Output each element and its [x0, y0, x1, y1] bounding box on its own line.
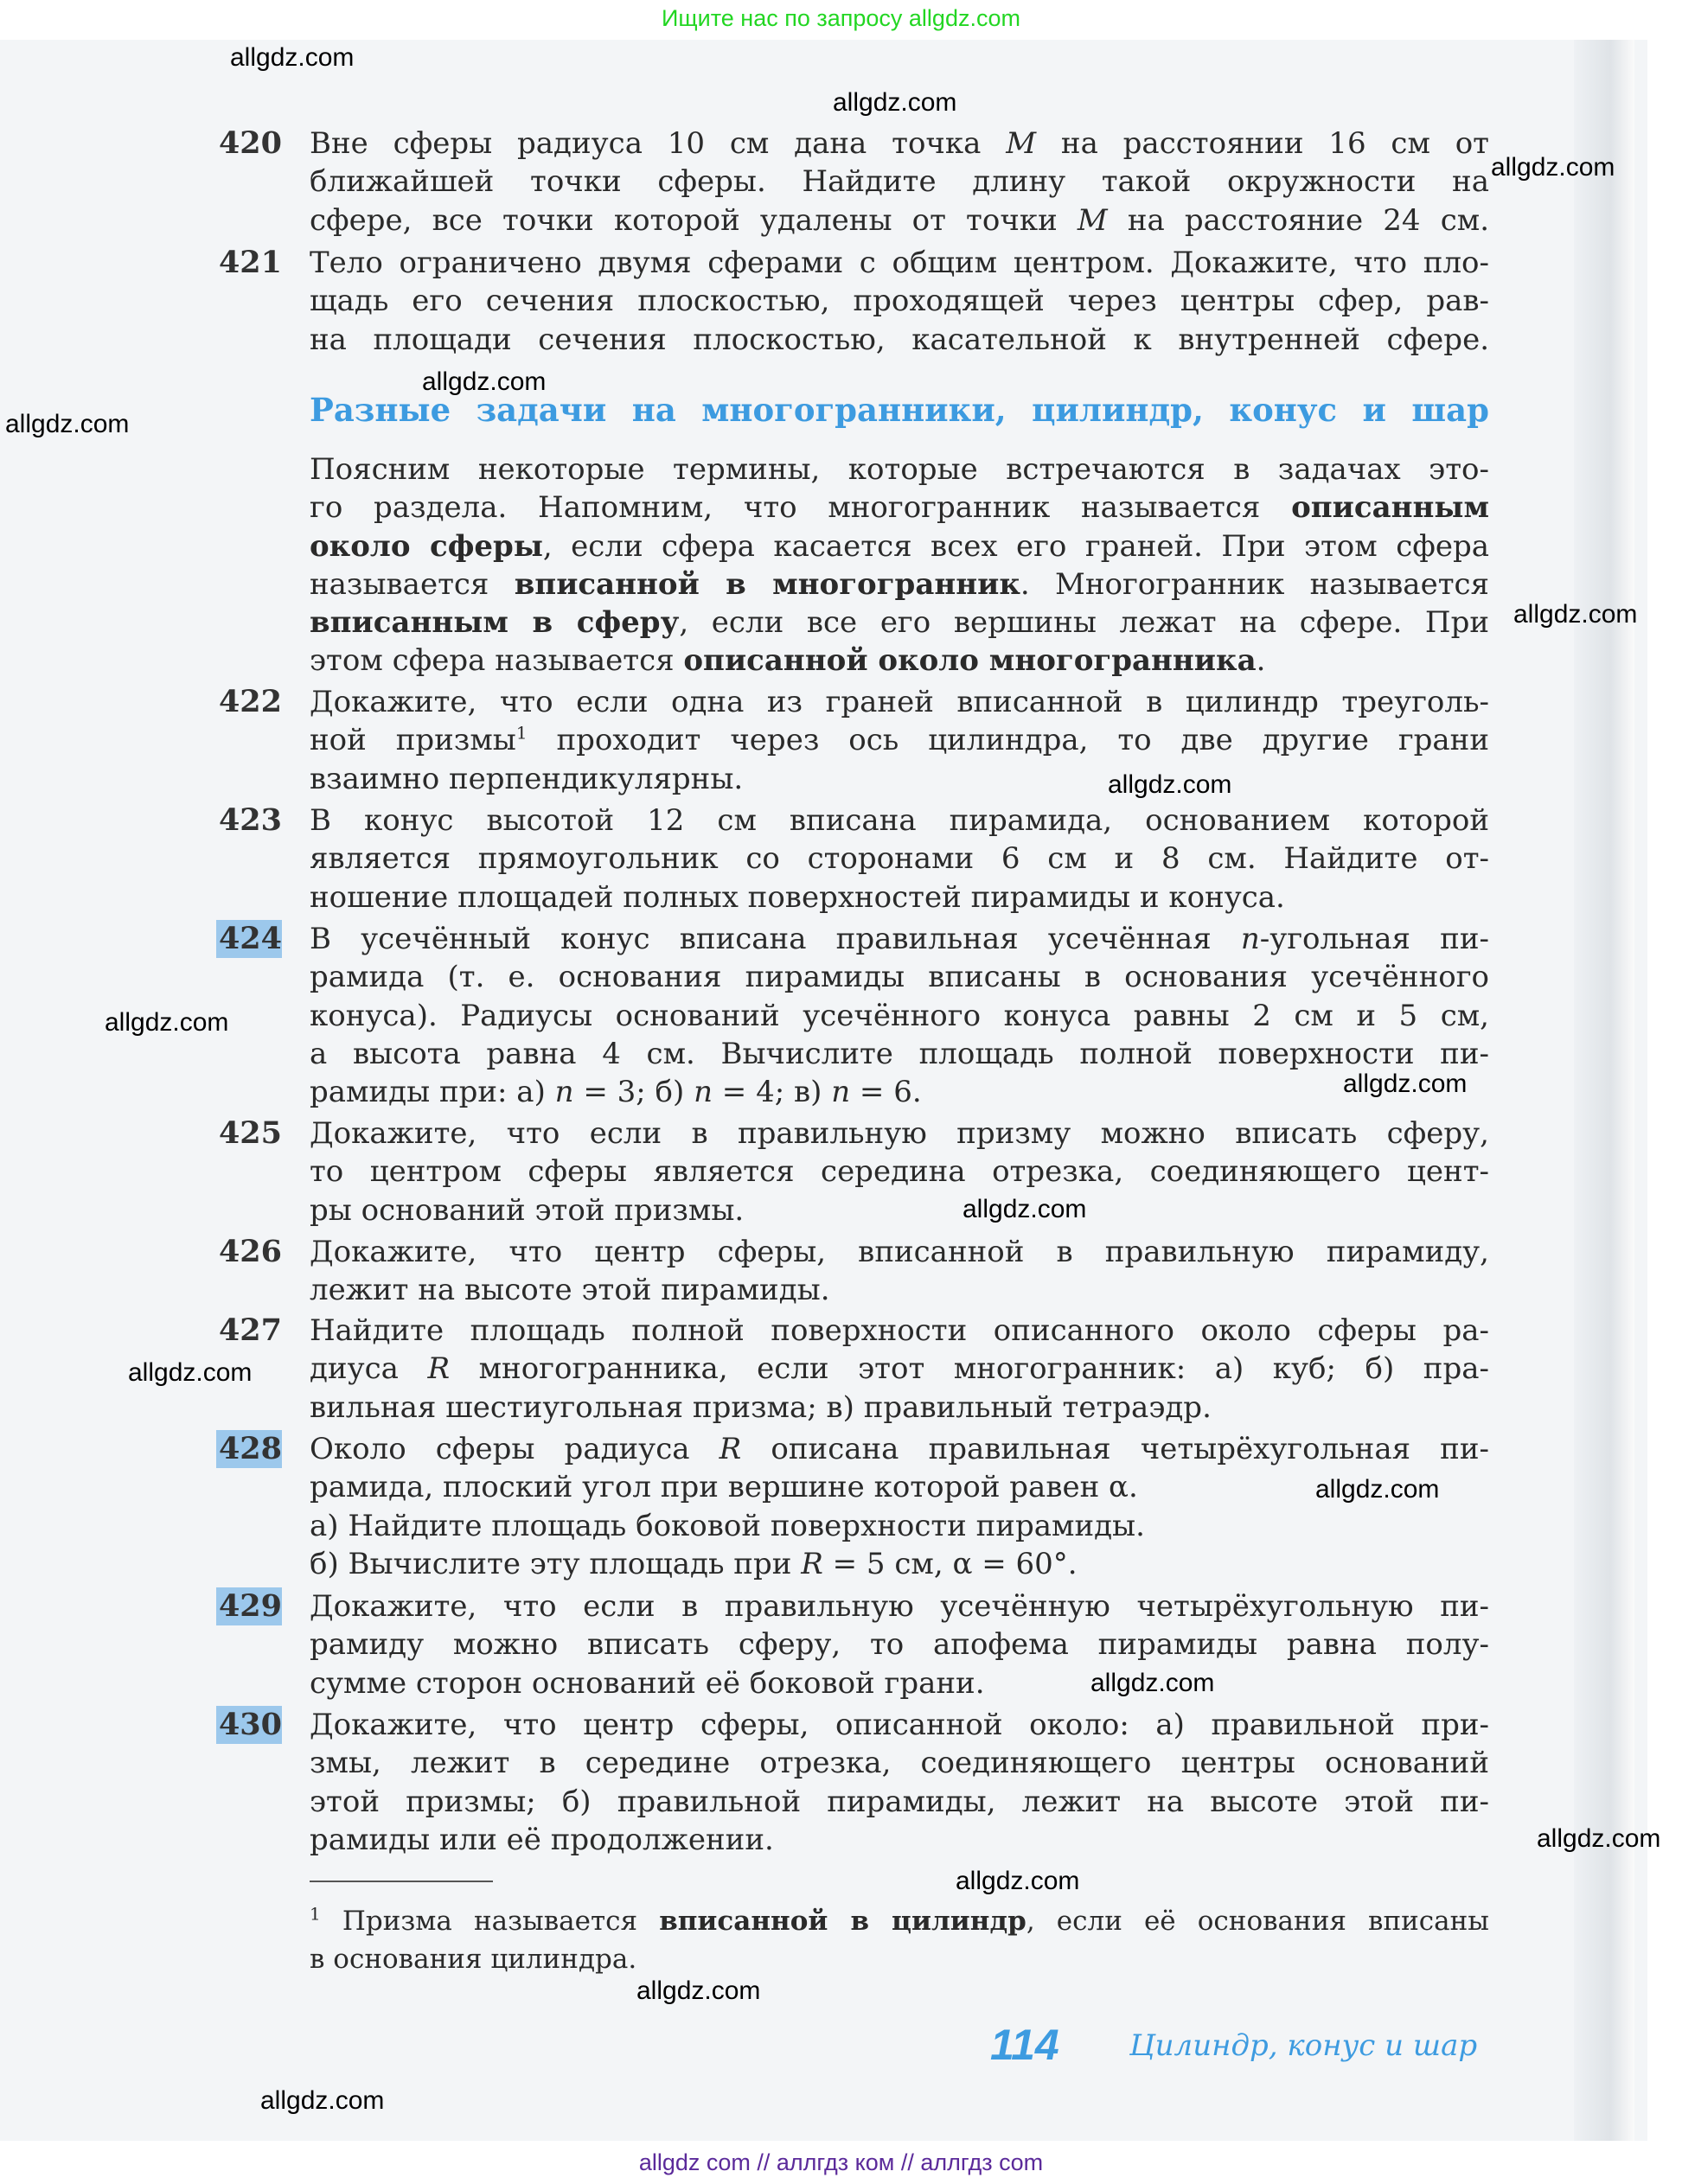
- text-segment: щадь его сечения плоскостью, проходящей через центры сфер, рав-: [310, 284, 1489, 319]
- text-segment: описанной около многогранника: [683, 643, 1257, 679]
- watermark-text: allgdz.com: [956, 1867, 1080, 1895]
- text-line: [310, 1545, 1489, 1583]
- top-banner: Ищите нас по запросу allgdz.com: [662, 5, 1020, 31]
- text-segment: этой призмы; б) правильной пирамиды, лежит на высоте этой пи-: [310, 1784, 1489, 1819]
- problem-number: 426: [218, 1234, 282, 1269]
- text-segment: , если все его вершины лежат на сфере. При: [679, 605, 1489, 641]
- text-segment: а) Найдите площадь боковой поверхности пирамиды.: [310, 1508, 1145, 1543]
- text-line: [310, 1153, 1489, 1191]
- text-segment: Тело ограничено двумя сферами с общим центром. Докажите, что пло-: [310, 246, 1489, 280]
- watermark-text: allgdz.com: [1513, 600, 1638, 629]
- text-segment: R: [801, 1546, 823, 1581]
- text-line: [310, 125, 1489, 163]
- text-segment: рамиды при: а): [310, 1075, 555, 1110]
- text-segment: = 6.: [850, 1075, 922, 1110]
- text-line: [310, 450, 1489, 489]
- text-segment: Призма называется: [320, 1906, 660, 1937]
- text-line: [310, 1468, 1489, 1506]
- text-line: [310, 801, 1489, 840]
- problem-number: 422: [218, 684, 282, 719]
- text-line: [310, 878, 1489, 916]
- text-segment: является прямоугольник со сторонами 6 см и 8 см. Найдите от-: [310, 841, 1489, 877]
- text-segment: Поясним некоторые термины, которые встречаются в задачах это-: [310, 452, 1489, 487]
- watermark-text: allgdz.com: [5, 410, 130, 438]
- text-segment: Докажите, что центр сферы, вписанной в правильную пирамиду,: [310, 1235, 1489, 1269]
- text-line: [310, 1035, 1489, 1073]
- text-segment: рамиду можно вписать сферу, то апофема пирамиды равна полу-: [310, 1627, 1489, 1663]
- text-segment: n: [554, 1075, 574, 1110]
- watermark-text: allgdz.com: [105, 1008, 229, 1037]
- text-line: [310, 1312, 1489, 1350]
- text-segment: взаимно перпендикулярны.: [310, 761, 744, 796]
- text-segment: n: [1240, 922, 1260, 956]
- problem-number: 425: [218, 1115, 282, 1151]
- text-segment: ближайшей точки сферы. Найдите длину такой окружности на: [310, 164, 1489, 200]
- text-segment: Найдите площадь полной поверхности описанного около сферы ра-: [310, 1313, 1489, 1348]
- text-segment: лежит на высоте этой пирамиды.: [310, 1273, 830, 1308]
- watermark-text: allgdz.com: [1537, 1824, 1661, 1853]
- problem-text: [310, 920, 1489, 1111]
- text-line: [310, 997, 1489, 1035]
- watermark-text: allgdz.com: [1090, 1669, 1215, 1697]
- problem-number: 420: [218, 125, 282, 161]
- problem-number: 421: [218, 245, 282, 280]
- text-line: [310, 1904, 1489, 1942]
- problem-text: [310, 1312, 1489, 1427]
- text-line: [310, 1073, 1489, 1111]
- text-line: [310, 565, 1489, 603]
- problem-text: [310, 125, 1489, 239]
- watermark-text: allgdz.com: [1315, 1475, 1440, 1504]
- watermark-text: allgdz.com: [230, 43, 355, 72]
- problem-number: 430: [216, 1706, 282, 1744]
- watermark-text: allgdz.com: [636, 1976, 761, 2005]
- footnote: [310, 1904, 1489, 1981]
- text-segment: Докажите, что если в правильную усечённую четырёхугольную пи-: [310, 1589, 1489, 1624]
- text-line: [310, 244, 1489, 282]
- text-segment: этом сфера называется: [310, 643, 684, 679]
- text-segment: диуса: [310, 1351, 428, 1387]
- text-line: [310, 1191, 1489, 1229]
- text-segment: вписанной в цилиндр: [659, 1906, 1026, 1937]
- problem-text: [310, 244, 1489, 359]
- text-line: [310, 1625, 1489, 1664]
- text-line: [310, 840, 1489, 878]
- text-segment: Докажите, что если одна из граней вписанной в цилиндр треуголь-: [310, 685, 1489, 719]
- page-number: 114: [990, 2021, 1059, 2069]
- text-segment: а высота равна 4 см. Вычислите площадь полной поверхности пи-: [310, 1036, 1489, 1071]
- problem-text: [310, 1587, 1489, 1702]
- watermark-text: allgdz.com: [1491, 153, 1615, 182]
- text-segment: змы, лежит в середине отрезка, соединяющего центры оснований: [310, 1746, 1489, 1781]
- text-line: [310, 201, 1489, 239]
- problem-text: [310, 801, 1489, 916]
- text-segment: -угольная пи-: [1259, 922, 1489, 956]
- text-segment: = 4; в): [713, 1075, 832, 1110]
- problem-text: [310, 1114, 1489, 1229]
- text-segment: на расстояние 24 см.: [1107, 202, 1489, 238]
- text-segment: M: [1006, 126, 1037, 161]
- text-line: [310, 642, 1489, 680]
- text-segment: Около сферы радиуса: [310, 1432, 719, 1466]
- text-segment: конуса). Радиусы оснований усечённого конуса равны 2 см и 5 см,: [310, 998, 1489, 1033]
- text-line: [310, 1507, 1489, 1545]
- text-line: [310, 1389, 1489, 1427]
- text-segment: . Многогранник называется: [1020, 566, 1490, 602]
- text-line: [310, 1821, 1489, 1859]
- footnote-marker: 1: [310, 1903, 321, 1925]
- text-segment: n: [831, 1075, 851, 1110]
- text-segment: ры оснований этой призмы.: [310, 1192, 745, 1228]
- watermark-text: allgdz.com: [260, 2086, 385, 2115]
- text-segment: в основания цилиндра.: [310, 1944, 637, 1976]
- text-segment: рамиды или её продолжении.: [310, 1822, 774, 1857]
- problem-number: 427: [218, 1312, 282, 1348]
- text-line: [310, 1430, 1489, 1468]
- text-segment: многогранника, если этот многогранник: а) куб; б) пра-: [450, 1351, 1489, 1387]
- text-segment: сфере, все точки которой удалены от точки: [310, 202, 1078, 238]
- text-segment: на площади сечения плоскостью, касательной к внутренней сфере.: [310, 322, 1489, 357]
- text-line: [310, 760, 1489, 798]
- text-line: [310, 1271, 1489, 1309]
- problem-text: [310, 1430, 1489, 1583]
- text-segment: M: [1077, 202, 1108, 238]
- text-segment: n: [694, 1075, 713, 1110]
- section-heading: Разные задачи на многогранники, цилиндр, конус и шар: [310, 391, 1489, 429]
- problem-number: 428: [216, 1430, 282, 1468]
- problem-number: 423: [218, 802, 282, 838]
- watermark-text: allgdz.com: [833, 88, 957, 117]
- problem-text: [310, 1706, 1489, 1859]
- text-segment: описанным: [1291, 490, 1489, 526]
- text-segment: описана правильная четырёхугольная пи-: [741, 1432, 1489, 1466]
- text-segment: Докажите, что если в правильную призму можно вписать сферу,: [310, 1116, 1489, 1151]
- text-segment: R: [427, 1351, 451, 1387]
- text-line: [310, 321, 1489, 359]
- text-line: [310, 920, 1489, 958]
- text-segment: Докажите, что центр сферы, описанной около: а) правильной при-: [310, 1708, 1489, 1742]
- text-segment: го раздела. Напомним, что многогранник называется: [310, 490, 1292, 526]
- watermark-text: allgdz.com: [1108, 770, 1232, 799]
- page-running-title: Цилиндр, конус и шар: [1129, 2028, 1478, 2063]
- problem-number: 429: [216, 1587, 282, 1625]
- bottom-banner: allgdz com // аллгдз ком // аллгдз com: [638, 2149, 1044, 2175]
- text-segment: , если сфера касается всех его граней. При этом сфера: [542, 528, 1490, 564]
- text-line: [310, 1233, 1489, 1271]
- intro-paragraph: [310, 450, 1489, 680]
- text-line: [310, 603, 1489, 642]
- problem-text: [310, 683, 1489, 798]
- text-line: [310, 1114, 1489, 1153]
- problem-number: 424: [216, 920, 282, 958]
- watermark-text: allgdz.com: [1343, 1070, 1468, 1098]
- text-line: [310, 1664, 1489, 1702]
- text-segment: , если её основания вписаны: [1026, 1906, 1489, 1937]
- text-line: [310, 1744, 1489, 1782]
- text-segment: = 5 см, α = 60°.: [822, 1546, 1078, 1581]
- watermark-text: allgdz.com: [422, 367, 547, 396]
- text-segment: В усечённый конус вписана правильная усечённая: [310, 922, 1241, 956]
- footnote-marker: 1: [515, 722, 528, 744]
- text-segment: ношение площадей полных поверхностей пирамиды и конуса.: [310, 879, 1285, 915]
- text-segment: вписанной в многогранник: [514, 566, 1020, 602]
- text-line: [310, 1706, 1489, 1744]
- text-segment: .: [1256, 643, 1266, 679]
- text-segment: = 3; б): [573, 1075, 694, 1110]
- text-line: [310, 721, 1489, 759]
- watermark-text: allgdz.com: [963, 1195, 1087, 1223]
- text-segment: б) Вычислите эту площадь при: [310, 1546, 802, 1581]
- text-line: [310, 163, 1489, 201]
- footnote-rule: [310, 1881, 493, 1882]
- text-segment: ной призмы: [310, 723, 516, 758]
- text-segment: проходит через ось цилиндра, то две другие грани: [527, 723, 1489, 758]
- text-segment: на расстоянии 16 см от: [1036, 126, 1489, 161]
- text-line: [310, 1942, 1489, 1980]
- text-segment: R: [719, 1432, 742, 1466]
- text-line: [310, 1350, 1489, 1388]
- text-segment: Вне сферы радиуса 10 см дана точка: [310, 126, 1007, 161]
- text-segment: сумме сторон оснований её боковой грани.: [310, 1665, 985, 1701]
- text-segment: рамида (т. е. основания пирамиды вписаны в основания усечённого: [310, 960, 1489, 995]
- problem-text: [310, 1233, 1489, 1310]
- text-line: [310, 282, 1489, 320]
- text-segment: В конус высотой 12 см вписана пирамида, основанием которой: [310, 803, 1489, 838]
- text-line: [310, 683, 1489, 721]
- watermark-text: allgdz.com: [128, 1358, 253, 1387]
- text-line: [310, 958, 1489, 996]
- text-segment: то центром сферы является середина отрезка, соединяющего цент-: [310, 1154, 1489, 1190]
- text-line: [310, 1783, 1489, 1821]
- text-segment: около сферы: [310, 528, 543, 564]
- text-segment: называется: [310, 566, 515, 602]
- text-segment: вписанным в сферу: [310, 605, 680, 641]
- text-segment: рамида, плоский угол при вершине которой равен α.: [310, 1470, 1138, 1505]
- text-segment: вильная шестиугольная призма; в) правильный тетраэдр.: [310, 1389, 1212, 1425]
- text-line: [310, 489, 1489, 527]
- text-line: [310, 1587, 1489, 1625]
- text-line: [310, 527, 1489, 565]
